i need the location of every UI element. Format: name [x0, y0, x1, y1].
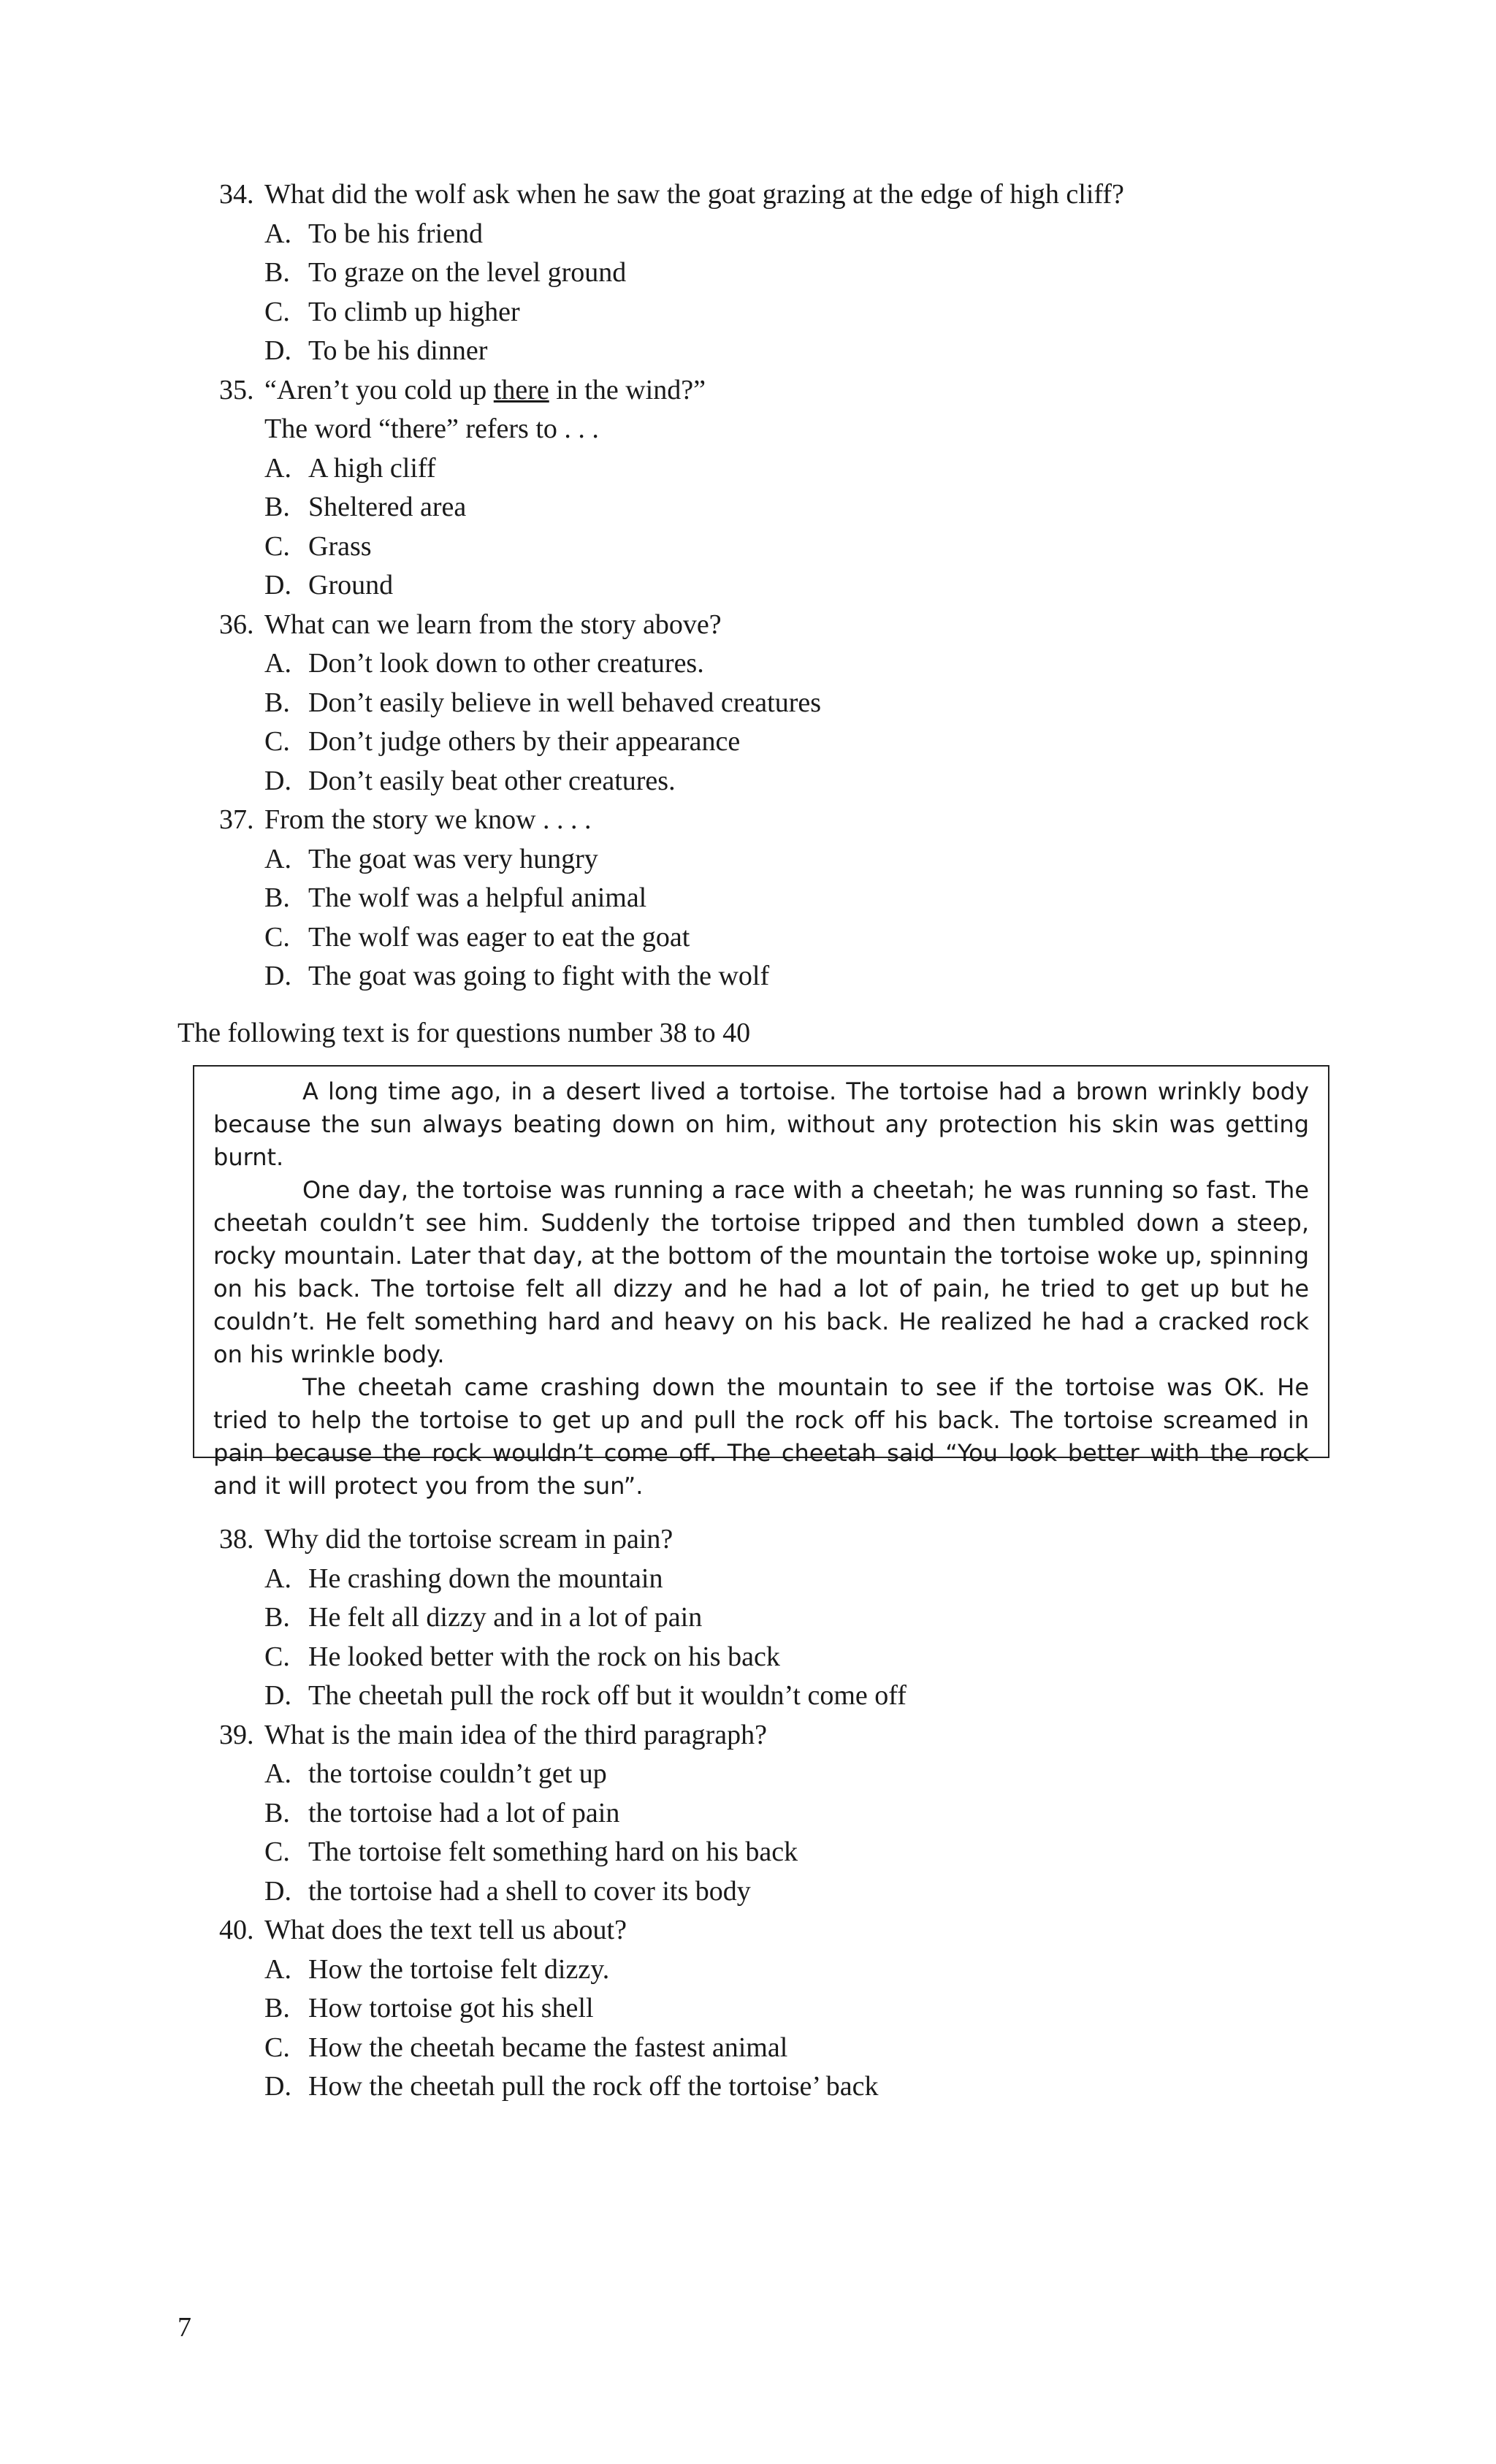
- option-38-d[interactable]: [219, 1677, 1388, 1716]
- option-letter: B.: [264, 882, 290, 913]
- option-36-d[interactable]: [219, 762, 1388, 801]
- option-text: The wolf was eager to eat the goat: [308, 921, 690, 953]
- option-35-b[interactable]: [219, 488, 1388, 527]
- passage-paragraph-3: The cheetah came crashing down the mountain to see if the tortoise was OK. He tried to help the tortoise to get up and pull the rock off his back. The tortoise screamed in pain because the rock wouldn’t come off. The cheetah said “You look better with the rock and it will protect you from the sun”.: [213, 1373, 1309, 1500]
- option-letter: A.: [264, 452, 291, 484]
- question-stem: What did the wolf ask when he saw the goat grazing at the edge of high cliff?: [264, 179, 1124, 210]
- option-text: Don’t easily believe in well behaved creatures: [308, 687, 822, 718]
- question-number: 36.: [219, 609, 254, 640]
- option-40-a[interactable]: [219, 1950, 1388, 1990]
- option-letter: C.: [264, 1836, 290, 1867]
- question-stem: [264, 371, 1388, 411]
- option-39-d[interactable]: [219, 1872, 1388, 1912]
- option-letter: C.: [264, 296, 290, 327]
- option-37-a[interactable]: [219, 840, 1388, 880]
- option-text: the tortoise had a lot of pain: [308, 1797, 620, 1828]
- passage-paragraph-1: A long time ago, in a desert lived a tortoise. The tortoise had a brown wrinkly body because the sun always beating down on him, without any protection his skin was getting burnt.: [213, 1077, 1309, 1171]
- question-stem: What can we learn from the story above?: [264, 609, 722, 640]
- option-letter: A.: [264, 218, 291, 249]
- option-35-a[interactable]: [219, 449, 1388, 489]
- option-text: He felt all dizzy and in a lot of pain: [308, 1602, 703, 1633]
- option-text: Don’t look down to other creatures.: [308, 648, 704, 679]
- option-39-a[interactable]: [219, 1755, 1388, 1794]
- option-letter: A.: [264, 1953, 291, 1985]
- passage-intro: The following text is for questions number 38 to 40: [178, 1018, 751, 1048]
- option-text: He crashing down the mountain: [308, 1563, 663, 1594]
- option-38-c[interactable]: [219, 1638, 1388, 1677]
- option-34-b[interactable]: [219, 253, 1388, 293]
- question-stem: Why did the tortoise scream in pain?: [264, 1524, 673, 1555]
- page-number: 7: [178, 2312, 191, 2343]
- option-letter: C.: [264, 726, 290, 757]
- option-36-b[interactable]: [219, 684, 1388, 723]
- question-37: [219, 801, 1388, 840]
- option-text: To climb up higher: [308, 296, 520, 327]
- option-text: A high cliff: [308, 452, 436, 484]
- option-35-d[interactable]: [219, 566, 1388, 606]
- option-38-b[interactable]: [219, 1598, 1388, 1638]
- question-number: 37.: [219, 804, 254, 835]
- question-group-34-37: [219, 175, 1388, 996]
- option-text: Sheltered area: [308, 492, 467, 522]
- option-37-d[interactable]: [219, 957, 1388, 996]
- question-34: [219, 175, 1388, 215]
- option-letter: D.: [264, 1875, 291, 1907]
- option-36-c[interactable]: [219, 722, 1388, 762]
- option-letter: B.: [264, 1797, 290, 1828]
- option-text: the tortoise couldn’t get up: [308, 1758, 607, 1789]
- option-text: He looked better with the rock on his back: [308, 1641, 780, 1672]
- option-text: Don’t judge others by their appearance: [308, 726, 741, 757]
- option-letter: D.: [264, 2071, 291, 2102]
- option-letter: D.: [264, 570, 291, 600]
- question-40: [219, 1911, 1388, 1950]
- question-substem: The word “there” refers to . . .: [264, 413, 599, 444]
- option-letter: A.: [264, 648, 291, 679]
- option-40-d[interactable]: [219, 2067, 1388, 2107]
- question-38: [219, 1520, 1388, 1560]
- option-letter: A.: [264, 1563, 291, 1594]
- option-39-c[interactable]: [219, 1833, 1388, 1872]
- option-letter: D.: [264, 765, 291, 796]
- option-letter: B.: [264, 687, 290, 718]
- option-37-b[interactable]: [219, 879, 1388, 918]
- option-text: How tortoise got his shell: [308, 1993, 594, 2024]
- option-39-b[interactable]: [219, 1794, 1388, 1834]
- question-number: 35.: [219, 374, 254, 405]
- option-text: To be his dinner: [308, 335, 488, 366]
- option-text: Ground: [308, 570, 394, 600]
- question-number: 40.: [219, 1915, 254, 1945]
- option-letter: B.: [264, 1993, 290, 2024]
- option-34-d[interactable]: [219, 332, 1388, 371]
- option-text: How the cheetah became the fastest animal: [308, 2032, 788, 2063]
- passage-paragraph-2: One day, the tortoise was running a race with a cheetah; he was running so fast. The cheetah couldn’t see him. Suddenly the tortoise tripped and then tumbled down a steep, rocky mountain. Later that day, at the bottom of the mountain the tortoise woke up, spinning on his back. The tortoise felt all dizzy and he had a lot of pain, he tried to get up but he couldn’t. He felt something hard and heavy on his back. He realized he had a cracked rock on his wrinkle body.: [213, 1176, 1309, 1368]
- option-text: How the tortoise felt dizzy.: [308, 1953, 610, 1985]
- option-letter: C.: [264, 1641, 290, 1672]
- option-34-a[interactable]: [219, 215, 1388, 254]
- option-text: Don’t easily beat other creatures.: [308, 765, 676, 796]
- question-number: 38.: [219, 1524, 254, 1555]
- question-number: 39.: [219, 1719, 254, 1750]
- option-35-c[interactable]: [219, 527, 1388, 567]
- option-letter: A.: [264, 843, 291, 874]
- stem-part: in the wind?”: [549, 374, 706, 405]
- question-stem: What is the main idea of the third paragraph?: [264, 1719, 767, 1750]
- option-letter: A.: [264, 1758, 291, 1789]
- reading-passage: [193, 1065, 1329, 1500]
- option-letter: D.: [264, 1680, 291, 1711]
- question-36: [219, 606, 1388, 645]
- option-36-a[interactable]: [219, 644, 1388, 684]
- question-39: [219, 1716, 1388, 1755]
- question-number: 34.: [219, 179, 254, 210]
- option-letter: C.: [264, 2032, 290, 2063]
- option-text: The cheetah pull the rock off but it wouldn’t come off: [308, 1680, 907, 1711]
- option-text: How the cheetah pull the rock off the tortoise’ back: [308, 2071, 879, 2102]
- option-37-c[interactable]: [219, 918, 1388, 958]
- option-letter: C.: [264, 530, 290, 562]
- option-letter: D.: [264, 961, 291, 991]
- option-40-c[interactable]: [219, 2029, 1388, 2068]
- option-letter: B.: [264, 1602, 290, 1633]
- question-stem: From the story we know . . . .: [264, 804, 592, 835]
- question-35: [219, 371, 1388, 411]
- stem-part: “Aren’t you cold up: [264, 374, 494, 405]
- option-text: The wolf was a helpful animal: [308, 882, 647, 913]
- question-group-38-40: [219, 1520, 1388, 2107]
- option-text: The goat was very hungry: [308, 843, 598, 874]
- option-letter: B.: [264, 492, 290, 522]
- option-letter: D.: [264, 335, 291, 366]
- option-38-a[interactable]: [219, 1560, 1388, 1599]
- option-40-b[interactable]: [219, 1989, 1388, 2029]
- option-text: Grass: [308, 530, 372, 562]
- option-text: The tortoise felt something hard on his back: [308, 1836, 798, 1867]
- option-text: To graze on the level ground: [308, 257, 627, 288]
- underlined-word: there: [493, 374, 549, 405]
- option-text: the tortoise had a shell to cover its body: [308, 1875, 751, 1907]
- option-letter: B.: [264, 257, 290, 288]
- option-text: To be his friend: [308, 218, 484, 249]
- question-stem: What does the text tell us about?: [264, 1915, 627, 1945]
- option-letter: C.: [264, 921, 290, 953]
- option-34-c[interactable]: [219, 293, 1388, 332]
- option-text: The goat was going to fight with the wolf: [308, 961, 770, 991]
